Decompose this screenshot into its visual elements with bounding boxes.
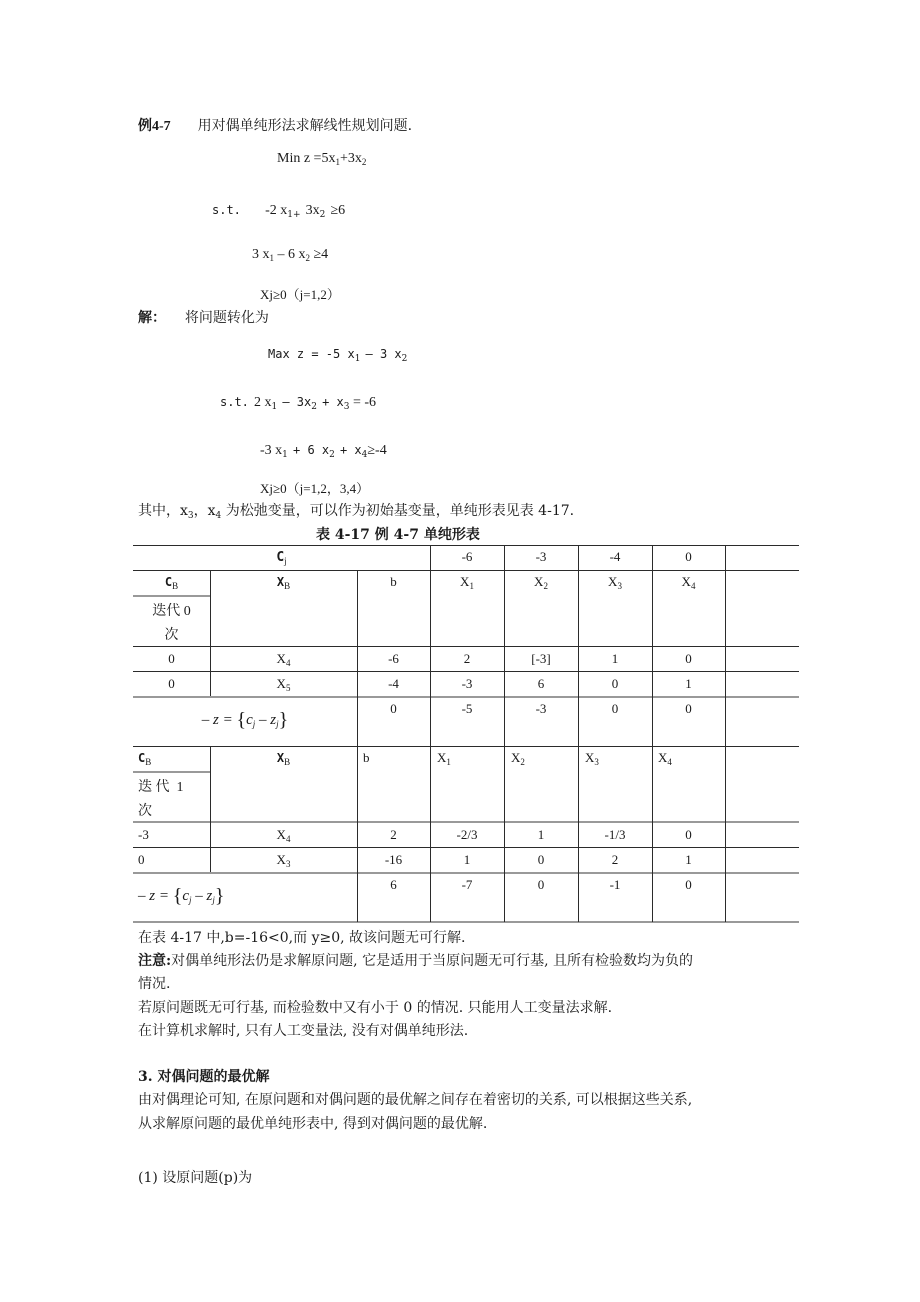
section-paragraph: 从求解原问题的最优单纯形表中, 得到对偶问题的最优解. <box>138 1116 488 1132</box>
z-sub: j <box>212 895 215 905</box>
z-text: – z <box>191 888 213 904</box>
note-text: 为松弛变量，可以作为初始基变量，单纯形表见表 4-17. <box>221 503 575 519</box>
notice-line-1 <box>138 950 693 970</box>
note-text: ，x <box>193 503 216 519</box>
xb-cell <box>210 852 357 869</box>
var-text: X <box>460 574 470 589</box>
var-text: X <box>658 750 668 765</box>
coef-cell: 1 <box>685 676 692 691</box>
pivot-cell: [-3] <box>531 651 551 666</box>
c-sub: 2 <box>329 450 335 460</box>
c-sub: 2 <box>305 253 310 263</box>
var-header <box>430 574 504 591</box>
conclusion: 在表 4-17 中,b=-16<0,而 y≥0, 故该问题无可行解. <box>138 930 466 946</box>
obj-sub: 1 <box>354 354 361 364</box>
xb-sub: 3 <box>285 859 291 869</box>
var-header <box>652 574 725 591</box>
coef-cell: -1/3 <box>604 827 626 842</box>
var-sub: 1 <box>469 581 474 591</box>
xb-text: X <box>276 827 286 842</box>
check-b: 0 <box>390 701 397 716</box>
solution-intro <box>138 307 269 327</box>
xb-cell <box>210 827 357 844</box>
cj-value: -6 <box>461 549 473 564</box>
coef-cell: -3 <box>461 676 473 691</box>
xb-sub: 4 <box>285 658 291 668</box>
section-paragraph: 由对偶理论可知, 在原问题和对偶问题的最优解之间存在着密切的关系, 可以根据这些关系, <box>138 1092 693 1108</box>
var-sub: 2 <box>543 581 548 591</box>
check-row-label <box>133 709 357 732</box>
xb-header <box>210 750 357 767</box>
c-sub: 1 <box>282 450 288 460</box>
b-header: b <box>363 750 370 765</box>
b-cell: -4 <box>388 676 399 691</box>
solution-nonneg: Xj≥0（j=1,2，3,4） <box>260 481 370 496</box>
c-sub: 1 <box>269 253 274 263</box>
check-value: 0 <box>685 701 692 716</box>
left-brace-icon: { <box>236 709 247 731</box>
obj-text: – 3 x <box>365 347 402 361</box>
cb-cell: 0 <box>168 676 175 691</box>
var-header <box>578 574 652 591</box>
table-rule <box>133 821 799 823</box>
st-label: s.t. <box>212 203 241 217</box>
notice-line-1b: 情况. <box>138 976 171 992</box>
var-header <box>504 574 578 591</box>
coef-cell: 1 <box>685 852 692 867</box>
cb-cell: 0 <box>138 852 145 867</box>
coef-cell: 0 <box>685 827 692 842</box>
check-b: 6 <box>390 877 397 892</box>
table-rule <box>133 746 799 747</box>
iteration-label: 次 <box>138 804 152 819</box>
c-text: – 3x <box>282 395 312 409</box>
coef-cell: 1 <box>611 651 619 666</box>
coef-cell: 2 <box>463 651 471 666</box>
z-sub: j <box>189 895 192 905</box>
z-sub: j <box>276 719 279 729</box>
var-text: X <box>681 574 691 589</box>
z-text: c <box>246 712 253 728</box>
c-text: + x <box>322 395 344 409</box>
table-rule <box>133 595 210 597</box>
example-label: 例4-7 <box>138 119 171 134</box>
cb-header <box>138 750 208 767</box>
cj-label <box>133 549 430 566</box>
table-rule <box>133 921 799 923</box>
note-text: 其中，x <box>138 503 188 519</box>
example-title: 用对偶单纯形法求解线性规划问题. <box>197 118 413 134</box>
iteration-label: 迭 代 1 <box>138 780 184 795</box>
c-text: ≥-4 <box>367 443 387 458</box>
notice-label: 注意: <box>138 953 172 969</box>
table-rule <box>133 847 799 848</box>
c-sub: 2 <box>311 402 317 412</box>
var-text: X <box>511 750 521 765</box>
notice-text: 对偶单纯形法仍是求解原问题, 它是适用于当原问题无可行基, 且所有检验数均为负的 <box>171 953 693 969</box>
notice-line-3: 在计算机求解时, 只有人工变量法, 没有对偶单纯形法. <box>138 1023 469 1039</box>
cb-sub: B <box>172 581 179 591</box>
c-text: ≥4 <box>313 247 329 262</box>
xb-text: X <box>276 852 286 867</box>
check-value: -1 <box>609 877 621 892</box>
c-text: 3x <box>305 203 320 218</box>
xb-cell <box>210 676 357 693</box>
c-text: = -6 <box>349 395 377 410</box>
obj-text: Max z = -5 x <box>268 347 355 361</box>
slack-note <box>138 500 574 521</box>
left-brace-icon: { <box>172 885 183 907</box>
xb-text: X <box>276 676 286 691</box>
b-cell: 2 <box>390 827 397 842</box>
section-heading: 3. 对偶问题的最优解 <box>138 1069 270 1085</box>
cb-text: C <box>164 575 173 589</box>
table-rule <box>133 771 210 773</box>
c-sub: 1 <box>271 402 278 412</box>
cj-text: C <box>276 550 285 565</box>
check-value: -7 <box>461 877 473 892</box>
var-sub: 3 <box>594 757 599 767</box>
note-sub: 4 <box>215 511 222 521</box>
table-col-rule <box>357 570 358 922</box>
c-sub: 1+ <box>287 210 301 220</box>
original-objective <box>277 151 366 167</box>
coef-cell: 0 <box>685 651 692 666</box>
coef-cell: 0 <box>611 676 619 691</box>
z-text: c <box>182 888 189 904</box>
obj-sub: 1 <box>335 157 340 167</box>
cj-sub: j <box>284 556 287 566</box>
xb-sub: B <box>284 581 291 591</box>
cb-text: C <box>138 751 146 765</box>
obj-sub: 2 <box>401 354 408 364</box>
table-rule <box>133 696 799 698</box>
check-value: 0 <box>611 701 619 716</box>
c-sub: 4 <box>361 450 368 460</box>
obj-text: +3x <box>339 151 362 166</box>
c-text: -3 x <box>260 443 283 458</box>
table-caption: 表 4-17 例 4-7 单纯形表 <box>316 527 480 543</box>
b-header: b <box>390 574 397 589</box>
c-text: – 6 x <box>277 247 306 262</box>
table-col-rule <box>725 545 726 922</box>
c-text: 2 x <box>254 395 272 410</box>
right-brace-icon: } <box>278 709 289 731</box>
check-value: -5 <box>461 701 473 716</box>
cb-header <box>133 574 210 591</box>
original-nonneg: Xj≥0（j=1,2） <box>260 287 340 302</box>
solution-constraint-1 <box>220 391 376 412</box>
obj-sub: 2 <box>361 157 367 167</box>
solution-label: 解： <box>138 310 166 326</box>
z-text: – z <box>255 712 277 728</box>
var-text: X <box>585 750 595 765</box>
st-label: s.t. <box>220 395 249 409</box>
cb-sub: B <box>145 757 152 767</box>
c-sub: 2 <box>319 210 326 220</box>
var-sub: 4 <box>667 757 672 767</box>
right-brace-icon: } <box>214 885 225 907</box>
c-text: + 6 x <box>293 443 330 457</box>
original-constraint-1 <box>212 199 345 220</box>
var-sub: 4 <box>690 581 696 591</box>
var-text: X <box>534 574 544 589</box>
cj-value: -3 <box>535 549 547 564</box>
xb-text: X <box>276 651 286 666</box>
check-value: 0 <box>537 877 545 892</box>
cj-value: -4 <box>609 549 621 564</box>
var-sub: 1 <box>446 757 451 767</box>
z-text: – z = <box>201 712 237 728</box>
xb-header <box>210 574 357 591</box>
coef-cell: 0 <box>537 852 545 867</box>
simplex-table <box>133 545 799 922</box>
b-cell: -6 <box>388 651 399 666</box>
coef-cell: -2/3 <box>456 827 478 842</box>
coef-cell: 1 <box>537 827 545 842</box>
obj-text: Min z =5x <box>277 151 336 166</box>
b-cell: -16 <box>384 852 403 867</box>
xb-sub: 5 <box>285 683 291 693</box>
note-sub: 3 <box>187 511 194 521</box>
c-text: 3 x <box>252 247 270 262</box>
var-text: X <box>608 574 618 589</box>
z-text: – z = <box>138 888 173 904</box>
var-sub: 3 <box>617 581 622 591</box>
notice-line-2: 若原问题既无可行基, 而检验数中又有小于 0 的情况. 只能用人工变量法求解. <box>138 1000 613 1016</box>
iteration-label: 次 <box>164 628 179 643</box>
xb-sub: 4 <box>285 834 291 844</box>
solution-intro-text: 将问题转化为 <box>184 310 269 326</box>
var-header <box>437 750 503 767</box>
table-rule <box>133 545 799 546</box>
table-rule <box>133 671 799 672</box>
solution-constraint-2 <box>260 439 387 460</box>
c-text: ≥6 <box>330 203 346 218</box>
var-header <box>585 750 651 767</box>
xb-cell <box>210 651 357 668</box>
var-header <box>511 750 577 767</box>
var-sub: 2 <box>520 757 525 767</box>
table-rule <box>133 570 799 571</box>
section-item: (1) 设原问题(p)为 <box>138 1170 253 1186</box>
c-text: -2 x <box>265 203 288 218</box>
coef-cell: 1 <box>463 852 471 867</box>
var-header <box>658 750 724 767</box>
check-value: -3 <box>535 701 547 716</box>
xb-text: X <box>276 575 285 589</box>
table-rule <box>133 872 799 874</box>
cb-cell: 0 <box>168 651 175 666</box>
original-constraint-2 <box>252 247 328 263</box>
check-row-label <box>138 885 357 908</box>
cb-cell: -3 <box>138 827 149 842</box>
var-text: X <box>437 750 447 765</box>
coef-cell: 2 <box>611 852 619 867</box>
z-sub: j <box>252 719 256 729</box>
example-heading <box>138 115 412 135</box>
check-value: 0 <box>685 877 692 892</box>
xb-sub: B <box>284 757 291 767</box>
coef-cell: 6 <box>537 676 545 691</box>
iteration-label: 迭代 0 <box>152 604 191 619</box>
c-text: + x <box>339 443 362 457</box>
solution-objective <box>268 343 407 364</box>
c-sub: 3 <box>343 402 350 412</box>
cj-value: 0 <box>685 549 692 564</box>
xb-text: X <box>276 751 285 765</box>
table-rule <box>133 646 799 647</box>
